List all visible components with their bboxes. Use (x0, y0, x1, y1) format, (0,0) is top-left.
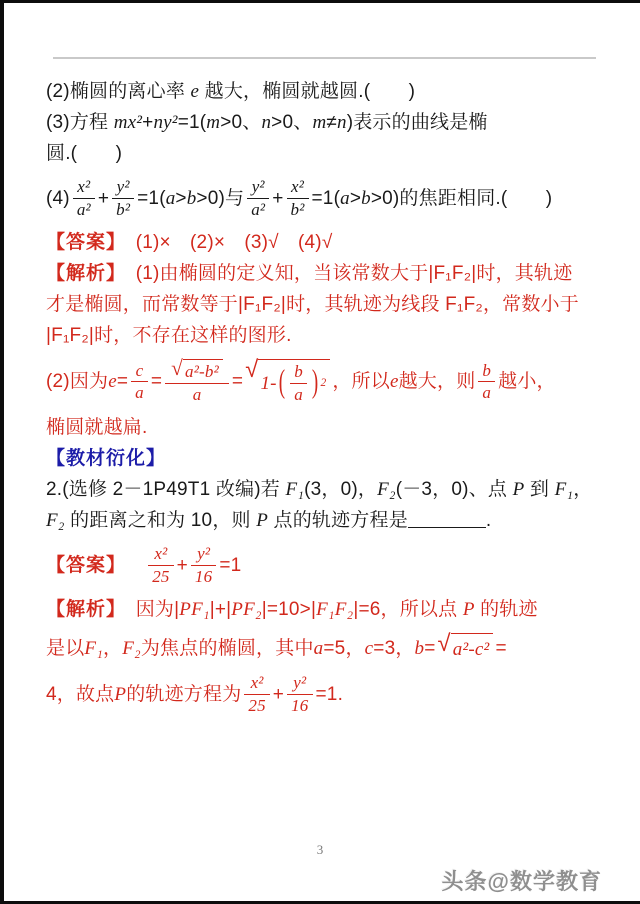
fraction: $\frac{\text{y²}}{16}$ (191, 544, 216, 586)
fraction: √ a²-b² a (165, 359, 229, 404)
doc-line: |F₁F₂|时，不存在这样的图形. (46, 325, 292, 347)
fraction: $\frac{\text{y²}}{16}$ (287, 673, 312, 715)
document-body (46, 74, 604, 725)
fraction: $\frac{\text{x²}}{25}$ (148, 544, 173, 586)
fraction: $\frac{\text{x²}}{\text{a²}}$ (73, 177, 95, 219)
doc-line: 4，故点 P 的轨迹方程为 $\frac{\text{x²}}{25}$ + $\frac{\text{y²}}{16}$ =1. (46, 673, 344, 715)
doc-line: (2)椭圆的离心率 e 越大，椭圆就越圆.( ) (46, 81, 416, 102)
doc-line: 【答案】 (1)× (2)× (3)√ (4)√ (46, 232, 333, 254)
fraction: $\frac{\text{y²}}{\text{a²}}$ (247, 177, 269, 219)
doc-line: 椭圆就越扁. (46, 417, 148, 439)
doc-line: (4) $\frac{\text{x²}}{\text{a²}}$ + $\frac{\text{y²}}{\text{b²}}$ =1( a > b >0)与 $\frac{\text{y²}}{\text{a²}}$ + $\frac{\text{x²}}{\text{b²}}$ =1( a > b >0)的焦距相同.( ) (46, 177, 553, 219)
doc-line: 【解析】 因为|PF₁|+|PF₂|=10>|F₁F₂|=6，所以点 P 的轨迹 (46, 599, 538, 621)
doc-line: 【教材衍化】 (46, 448, 167, 470)
doc-line: 2.(选修 2－1P49T1 改编)若 F₁(3，0)，F₂(－3，0)、点 P 到 F₁， (46, 479, 593, 501)
fraction: $\frac{b}{a}$ (290, 362, 307, 404)
doc-line: 才是椭圆，而常数等于|F₁F₂|时，其轨迹为线段 F₁F₂，常数小于 (46, 294, 579, 316)
square-root: √ a²-b² (171, 359, 223, 382)
doc-line: (3)方程 mx²+ny²=1(m>0、n>0、m≠n)表示的曲线是椭 (46, 112, 488, 133)
fraction: $\frac{\text{x²}}{25}$ (244, 673, 269, 715)
square-root: √ a²-c² (438, 633, 494, 663)
doc-line: 【解析】 (1)由椭圆的定义知，当该常数大于|F₁F₂|时，其轨迹 (46, 263, 573, 285)
fraction: $\frac{c}{a}$ (131, 361, 148, 403)
square-root: √ 1- ( $\frac{b}{a}$ ) 2 (245, 359, 330, 404)
answer-blank (408, 509, 486, 528)
doc-line: 是以 F₁ ， F₂ 为焦点的椭圆，其中 a =5， c =3， b = √ a²-c² = (46, 633, 604, 663)
page-number: 3 (316, 842, 324, 857)
watermark-toutiao: 头条@数学教育 (441, 869, 602, 894)
doc-line: 【答案】 $\frac{\text{x²}}{25}$ + $\frac{\text{y²}}{16}$ =1 (46, 544, 242, 586)
doc-line: F₂ 的距离之和为 10，则 P 点的轨迹方程是 . (46, 510, 492, 532)
doc-line: (2)因为 e = $\frac{c}{a}$ = √ a²-b² a = √ 1- ( $\frac{b}{a}$ ) 2 ，所以 e 越大，则 $\frac{b}{a}$ 越小， (46, 356, 556, 404)
fraction: $\frac{\text{x²}}{\text{b²}}$ (287, 177, 309, 219)
header-divider (53, 57, 596, 59)
doc-line: 圆.( ) (46, 143, 123, 164)
fraction: $\frac{b}{a}$ (478, 361, 495, 403)
fraction: $\frac{\text{y²}}{\text{b²}}$ (112, 177, 134, 219)
